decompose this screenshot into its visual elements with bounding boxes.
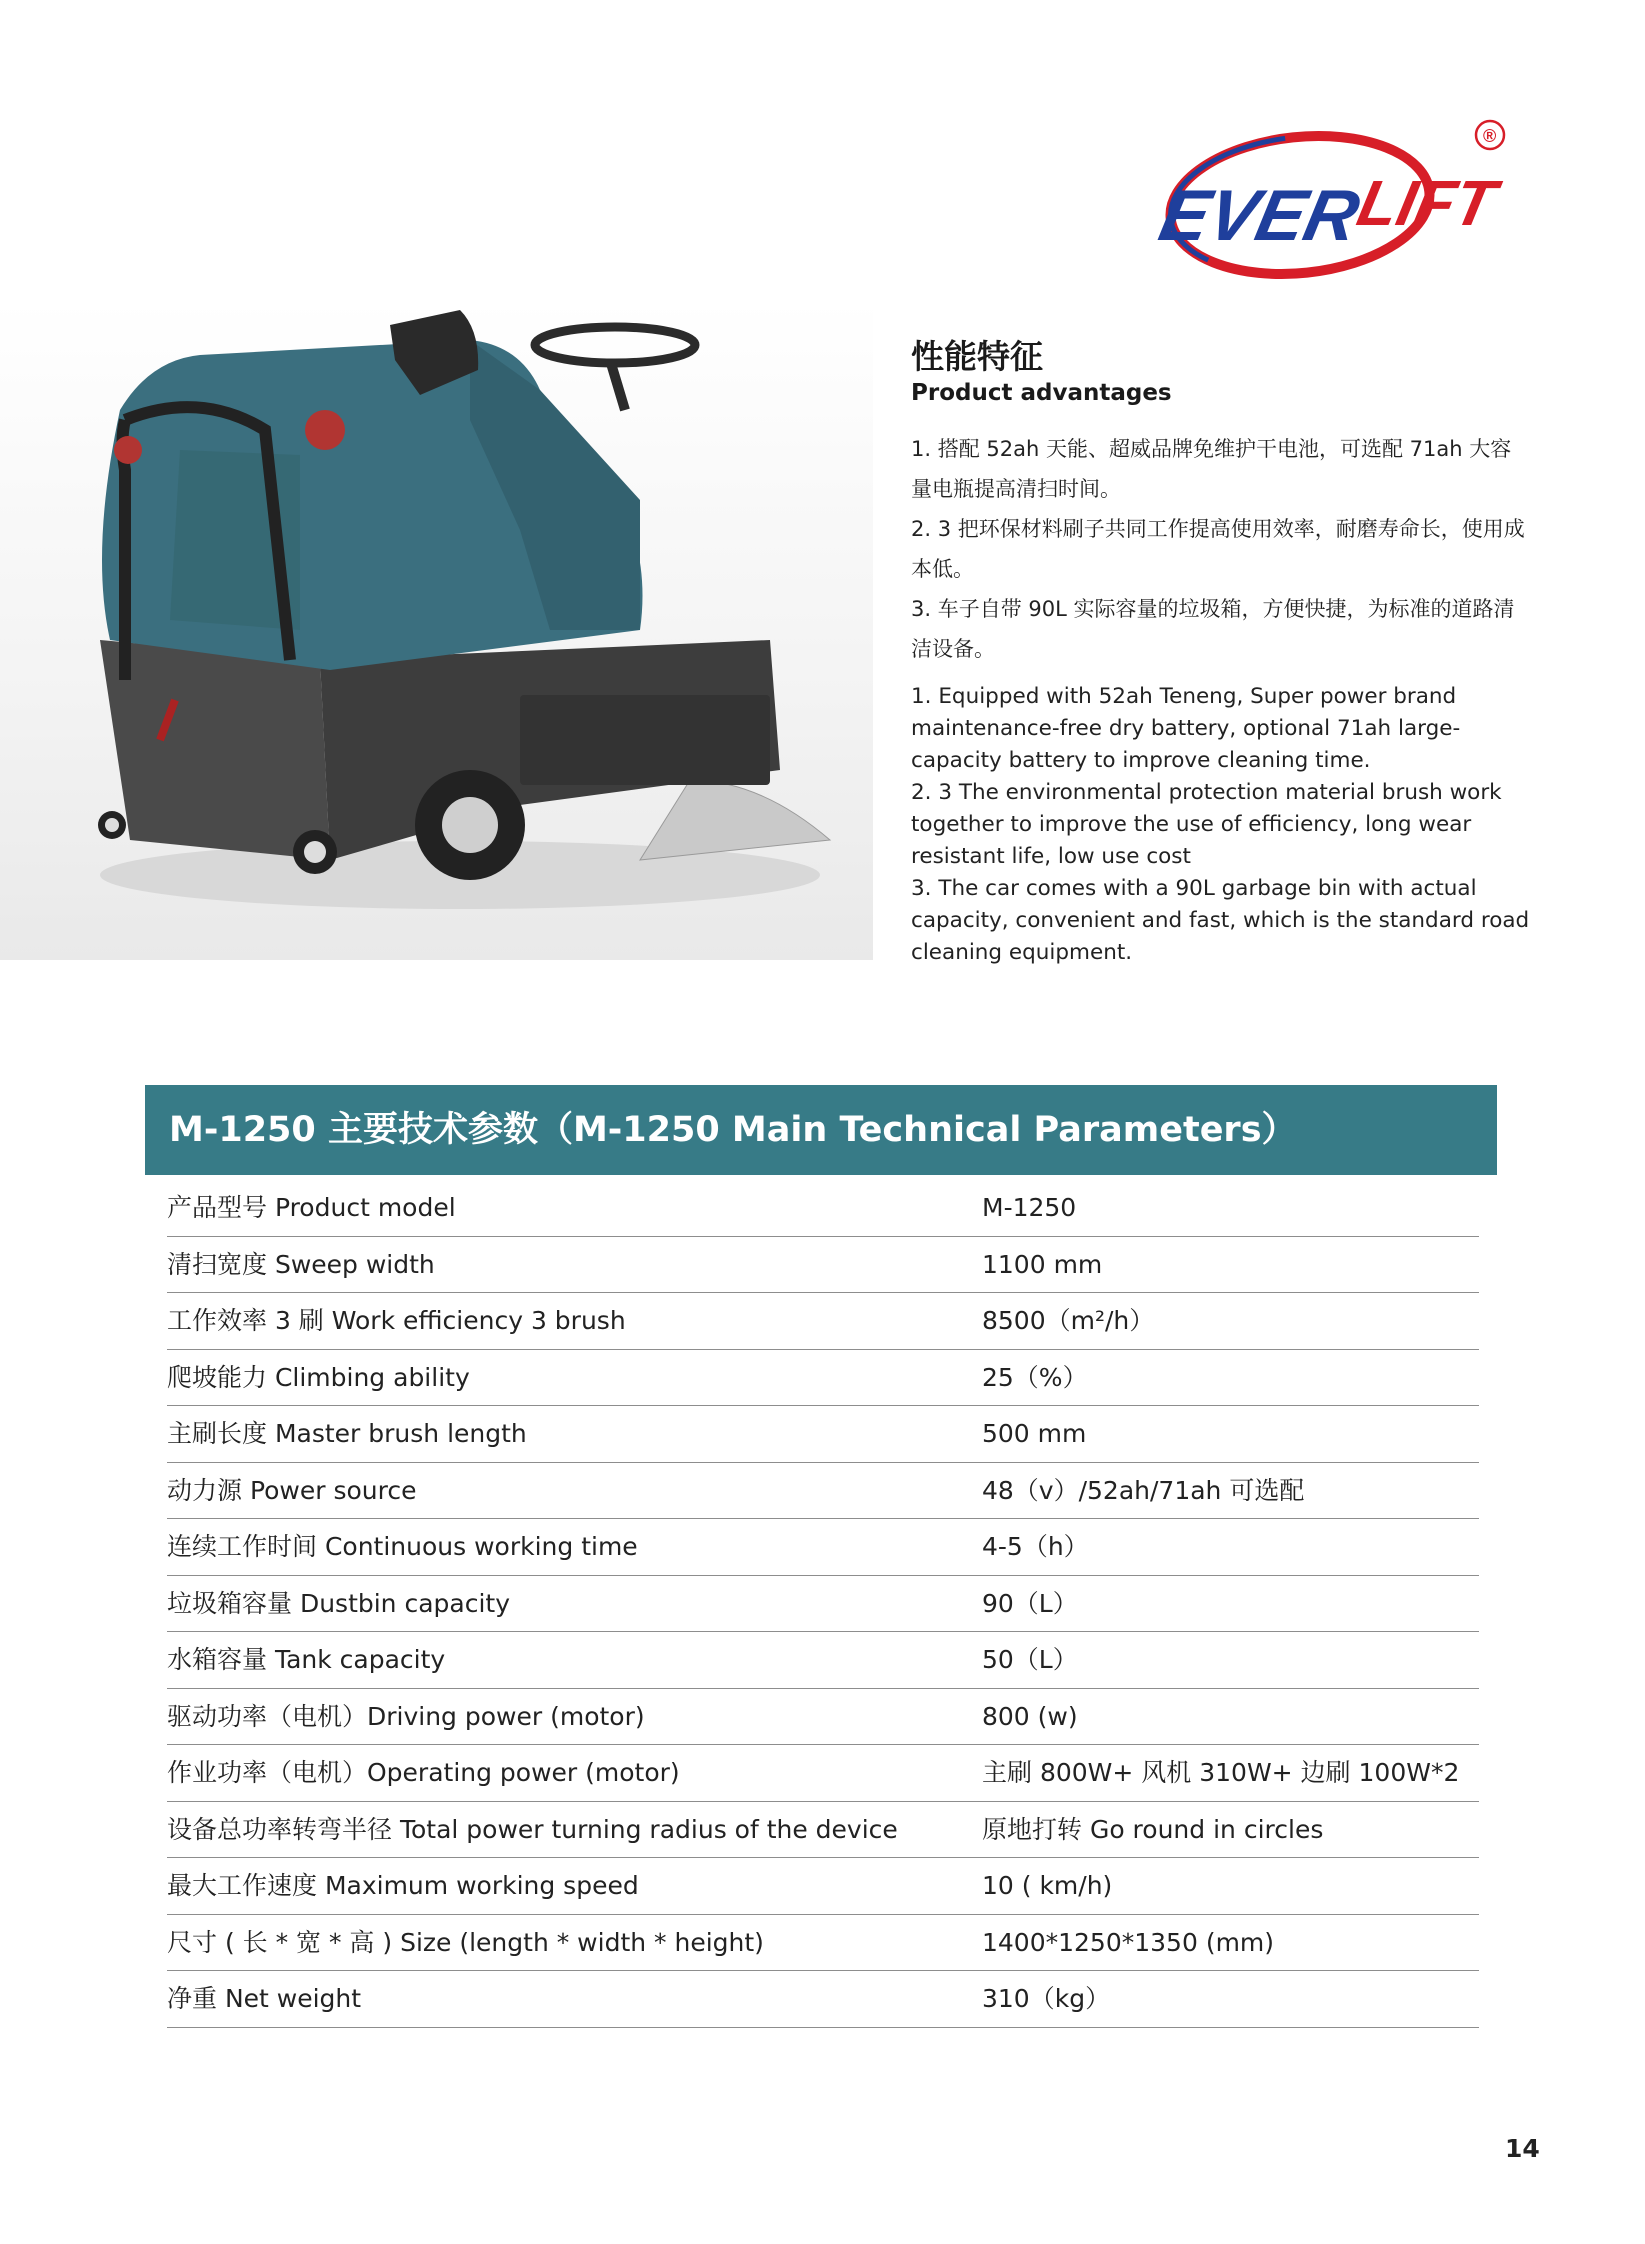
product-photo bbox=[0, 300, 873, 960]
advantages-cn-list bbox=[911, 429, 1531, 669]
row-value: 800 (w) bbox=[982, 1701, 1078, 1731]
specs-header-banner bbox=[145, 1085, 1497, 1175]
row-value: 4-5（h） bbox=[982, 1532, 1089, 1561]
table-row bbox=[167, 1180, 1479, 1237]
registered-mark: ® bbox=[1483, 126, 1497, 146]
svg-text:LIFT: LIFT bbox=[1351, 166, 1502, 239]
row-value: 50（L） bbox=[982, 1645, 1078, 1674]
table-row bbox=[167, 1576, 1479, 1633]
row-label: 清扫宽度 Sweep width bbox=[167, 1249, 435, 1279]
row-value: 8500（m²/h） bbox=[982, 1306, 1155, 1335]
page-number: 14 bbox=[1505, 2134, 1540, 2163]
advantages-title-en: Product advantages bbox=[911, 380, 1172, 406]
table-row bbox=[167, 1350, 1479, 1407]
row-value: 90（L） bbox=[982, 1588, 1078, 1618]
row-label: 尺寸 ( 长 * 宽 * 高 ) Size (length * width * height) bbox=[167, 1927, 764, 1957]
table-row bbox=[167, 1915, 1479, 1972]
row-label: 驱动功率（电机）Driving power (motor) bbox=[167, 1701, 645, 1731]
advantage-en-item: 1. Equipped with 52ah Teneng, Super power brand maintenance-free dry battery, optional 71ah large-capacity battery to improve cleaning time. bbox=[911, 684, 1461, 773]
table-row bbox=[167, 1463, 1479, 1520]
row-label: 作业功率（电机）Operating power (motor) bbox=[167, 1758, 680, 1787]
advantages-en-list bbox=[911, 681, 1531, 969]
table-row bbox=[167, 1802, 1479, 1859]
row-value: 48（v）/52ah/71ah 可选配 bbox=[982, 1475, 1305, 1505]
advantage-en-item: 2. 3 The environmental protection material brush work together to improve the use of efficiency, long wear resistant life, low use cost bbox=[911, 780, 1502, 869]
row-value: 主刷 800W+ 风机 310W+ 边刷 100W*2 bbox=[982, 1758, 1460, 1787]
table-row bbox=[167, 1858, 1479, 1915]
row-value: 500 mm bbox=[982, 1419, 1087, 1448]
row-label: 最大工作速度 Maximum working speed bbox=[167, 1871, 639, 1900]
row-value: 1400*1250*1350 (mm) bbox=[982, 1927, 1275, 1957]
row-label: 水箱容量 Tank capacity bbox=[167, 1645, 446, 1674]
row-value: 310（kg） bbox=[982, 1984, 1111, 2013]
specs-table bbox=[167, 1180, 1479, 2028]
advantage-cn-item: 1. 搭配 52ah 天能、超威品牌免维护干电池，可选配 71ah 大容量电瓶提高清扫时间。 bbox=[911, 437, 1512, 501]
row-label: 垃圾箱容量 Dustbin capacity bbox=[167, 1588, 511, 1618]
row-label: 主刷长度 Master brush length bbox=[167, 1419, 527, 1448]
advantage-en-item: 3. The car comes with a 90L garbage bin with actual capacity, convenient and fast, which is the standard road cleaning equipment. bbox=[911, 876, 1530, 965]
table-row bbox=[167, 1745, 1479, 1802]
advantage-cn-item: 3. 车子自带 90L 实际容量的垃圾箱，方便快捷，为标准的道路清洁设备。 bbox=[911, 597, 1515, 661]
row-label: 净重 Net weight bbox=[167, 1984, 362, 2013]
table-row bbox=[167, 1237, 1479, 1294]
row-value: 1100 mm bbox=[982, 1249, 1103, 1279]
row-value: 10 ( km/h) bbox=[982, 1871, 1113, 1900]
table-row bbox=[167, 1406, 1479, 1463]
row-label: 产品型号 Product model bbox=[167, 1193, 456, 1222]
product-advantages bbox=[911, 335, 1531, 969]
row-label: 设备总功率转弯半径 Total power turning radius of the device bbox=[167, 1814, 898, 1844]
table-row bbox=[167, 1689, 1479, 1746]
table-row bbox=[167, 1632, 1479, 1689]
row-value: 原地打转 Go round in circles bbox=[982, 1814, 1324, 1844]
row-value: 25（%） bbox=[982, 1362, 1088, 1392]
row-value: M-1250 bbox=[982, 1193, 1077, 1222]
advantages-title-cn: 性能特征 bbox=[911, 337, 1043, 376]
svg-text:EVER: EVER bbox=[1152, 175, 1367, 256]
advantage-cn-item: 2. 3 把环保材料刷子共同工作提高使用效率，耐磨寿命长，使用成本低。 bbox=[911, 517, 1525, 581]
table-row bbox=[167, 1971, 1479, 2028]
everlift-logo bbox=[1150, 105, 1530, 295]
row-label: 动力源 Power source bbox=[167, 1475, 417, 1505]
row-label: 爬坡能力 Climbing ability bbox=[167, 1362, 470, 1392]
table-row bbox=[167, 1519, 1479, 1576]
table-row bbox=[167, 1293, 1479, 1350]
row-label: 连续工作时间 Continuous working time bbox=[167, 1532, 638, 1561]
specs-title: M-1250 主要技术参数（M-1250 Main Technical Parameters） bbox=[169, 1110, 1297, 1150]
sweeper-illustration bbox=[0, 300, 873, 960]
row-label: 工作效率 3 刷 Work efficiency 3 brush bbox=[167, 1306, 626, 1335]
